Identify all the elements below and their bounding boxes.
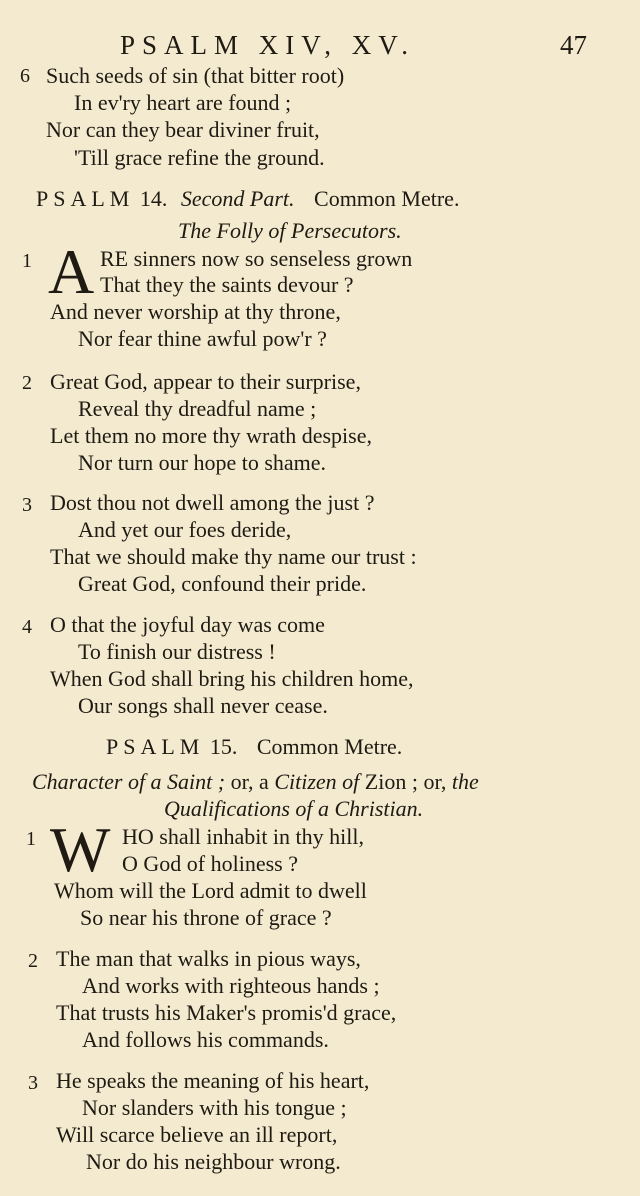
verse-line: To finish our distress ! [78, 639, 276, 664]
verse-line: And works with righteous hands ; [82, 973, 380, 998]
verse-line: When God shall bring his children home, [50, 666, 414, 691]
subtitle-part: the [451, 769, 479, 794]
subtitle-part: or, a [230, 769, 269, 794]
heading-metre: Common Metre. [256, 734, 403, 759]
verse-line: HO shall inhabit in thy hill, [122, 824, 364, 849]
verse-line: Such seeds of sin (that bitter root) [46, 63, 345, 88]
drop-cap: W [50, 814, 111, 885]
verse-line: RE sinners now so senseless grown [100, 246, 413, 271]
verse-line: Dost thou not dwell among the just ? [50, 490, 375, 515]
heading-psalm: PSALM [106, 734, 205, 759]
section-subtitle: Qualifications of a Christian. [164, 796, 424, 821]
verse-line: Nor fear thine awful pow'r ? [78, 326, 327, 351]
stanza-number: 1 [26, 828, 36, 850]
verse-line: Great God, confound their pride. [78, 571, 367, 596]
verse-line: That they the saints devour ? [100, 272, 354, 297]
heading-metre: Common Metre. [314, 186, 460, 211]
subtitle-part: Character of a Saint ; [32, 769, 226, 794]
heading-part: Second Part. [180, 186, 295, 211]
verse-line: That we should make thy name our trust : [50, 544, 417, 569]
page-number: 47 [560, 30, 587, 60]
heading-psalm: PSALM [36, 186, 135, 211]
subtitle-part: Citizen of [274, 769, 360, 794]
verse-line: Reveal thy dreadful name ; [78, 396, 317, 421]
verse-line: Our songs shall never cease. [78, 693, 328, 718]
verse-line: Whom will the Lord admit to dwell [54, 878, 367, 903]
stanza-number: 3 [22, 494, 32, 516]
verse-line: Nor turn our hope to shame. [78, 450, 327, 475]
section-heading [106, 734, 402, 760]
section-subtitle: The Folly of Persecutors. [178, 218, 402, 243]
heading-number: 15. [209, 734, 238, 759]
stanza-number: 1 [22, 250, 32, 272]
verse-line: O God of holiness ? [122, 851, 298, 876]
section-subtitle [32, 769, 479, 795]
stanza-number: 2 [28, 950, 38, 972]
verse-line: And never worship at thy throne, [50, 299, 341, 324]
stanza-number: 6 [20, 65, 30, 87]
running-title: PSALM XIV, XV. [120, 30, 416, 60]
verse-line: Will scarce believe an ill report, [56, 1122, 338, 1147]
section-heading [36, 186, 459, 212]
verse-line: 'Till grace refine the ground. [74, 145, 325, 170]
verse-line: Nor can they bear diviner fruit, [46, 117, 320, 142]
page-header [0, 30, 640, 64]
verse-line: That trusts his Maker's promis'd grace, [56, 1000, 397, 1025]
heading-number: 14. [139, 186, 168, 211]
stanza-number: 3 [28, 1072, 38, 1094]
subtitle-part: Zion ; or, [364, 769, 447, 794]
verse-line: He speaks the meaning of his heart, [56, 1068, 370, 1093]
stanza-number: 2 [22, 372, 32, 394]
verse-line: Nor slanders with his tongue ; [82, 1095, 347, 1120]
verse-line: O that the joyful day was come [50, 612, 325, 637]
stanza-number: 4 [22, 616, 32, 638]
verse-line: Nor do his neighbour wrong. [86, 1149, 341, 1174]
verse-line: So near his throne of grace ? [80, 905, 332, 930]
verse-line: The man that walks in pious ways, [56, 946, 361, 971]
verse-line: And yet our foes deride, [78, 517, 292, 542]
verse-line: In ev'ry heart are found ; [74, 90, 292, 115]
verse-line: Let them no more thy wrath despise, [50, 423, 372, 448]
drop-cap: A [48, 236, 95, 307]
verse-line: And follows his commands. [82, 1027, 329, 1052]
verse-line: Great God, appear to their surprise, [50, 369, 361, 394]
